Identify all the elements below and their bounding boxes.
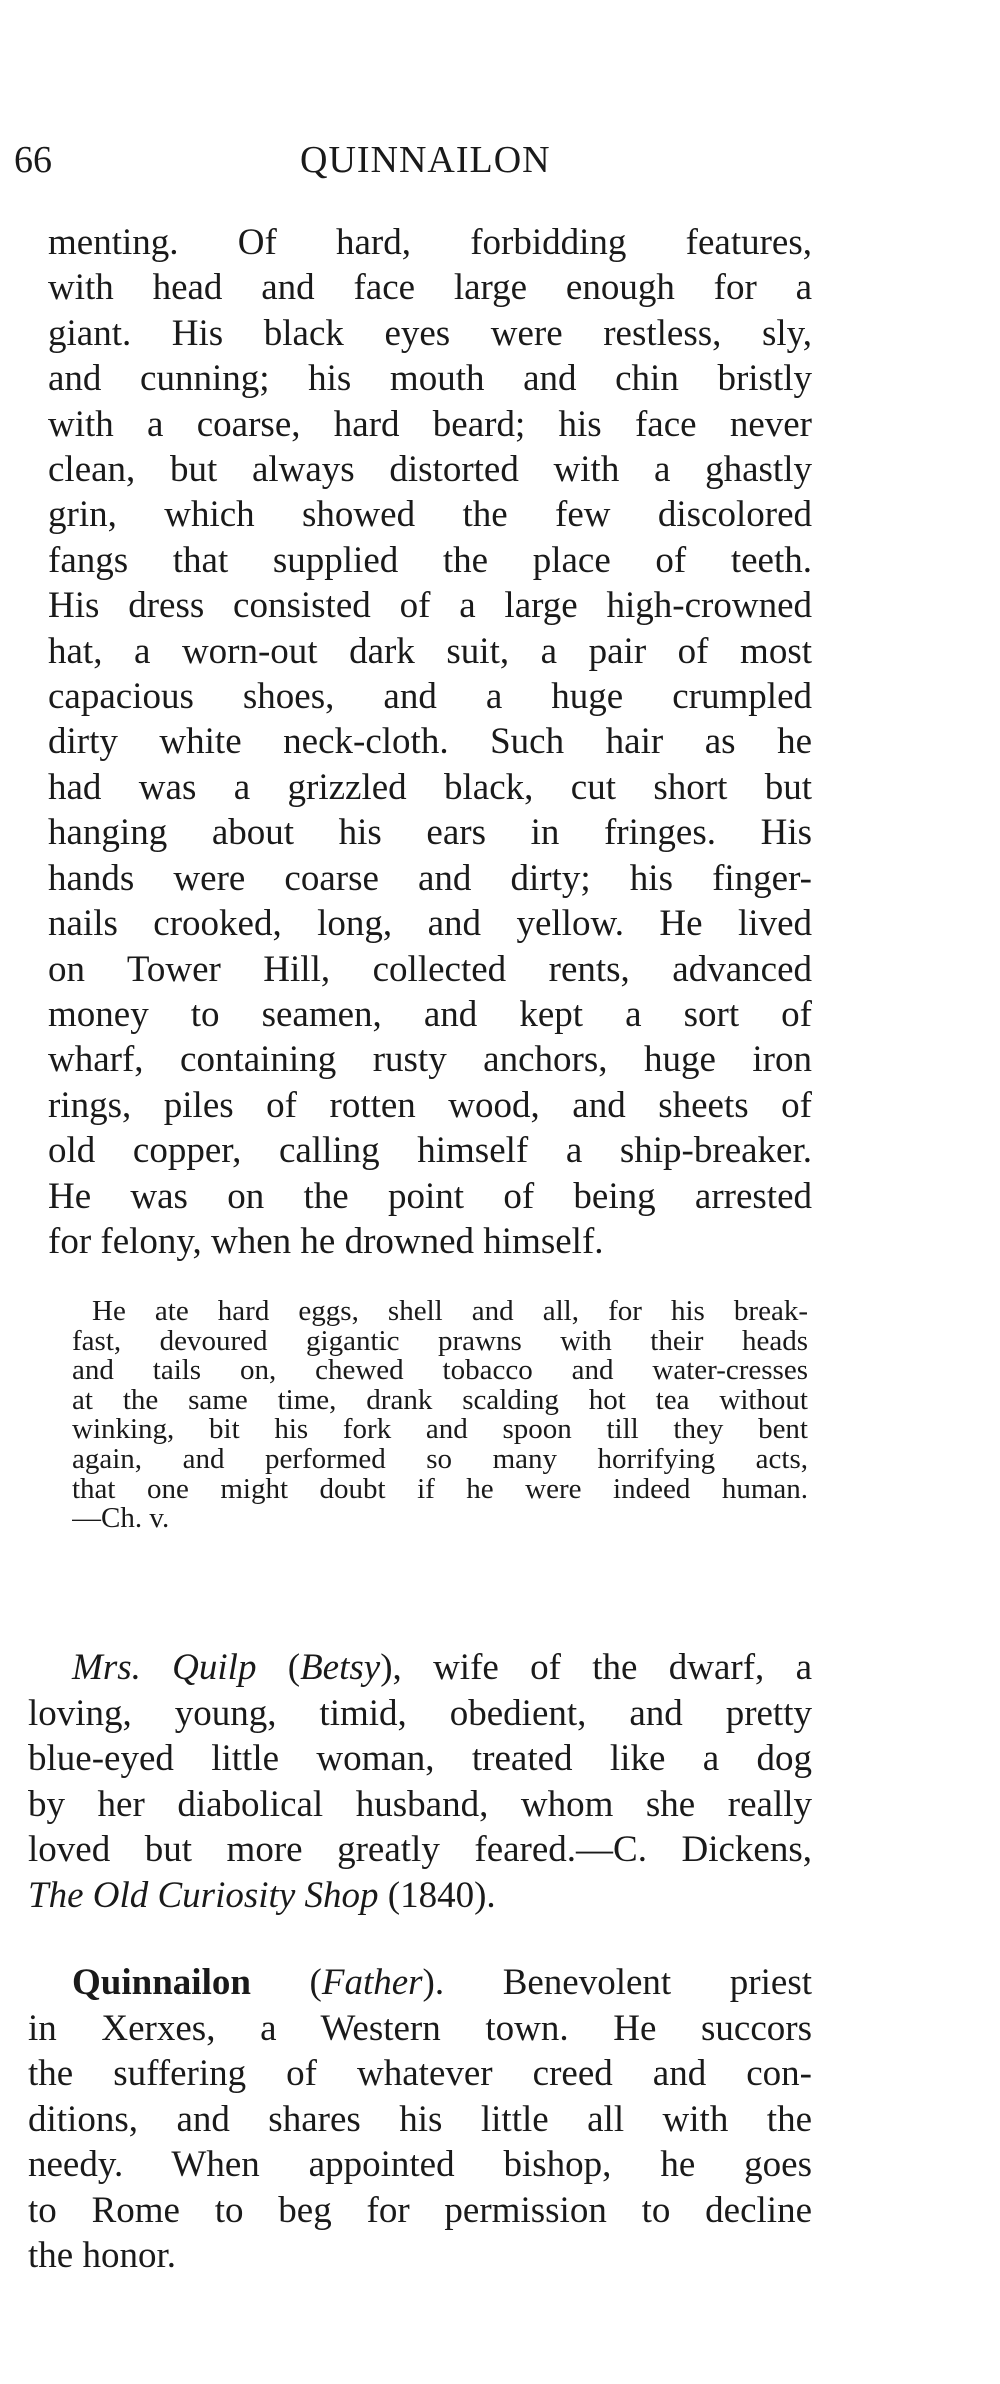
block-quote [72,1297,808,1534]
text-line: in Xerxes, a Western town. He succors [28,2007,812,2049]
text-line: on Tower Hill, collected rents, advanced [48,948,812,990]
text-line: wharf, containing rusty anchors, huge iron [48,1039,812,1081]
quote-line: winking, bit his fork and spoon till they bent [72,1415,808,1445]
entry-alias: Betsy [300,1647,381,1688]
text-line: for felony, when he drowned himself. [48,1220,604,1262]
text-line: His dress consisted of a large high-crowned [48,585,812,627]
text-line: grin, which showed the few discolored [48,494,812,536]
running-head [14,138,814,182]
text-line: menting. Of hard, forbidding features, [48,222,812,263]
source-line [28,1873,812,1919]
entry-title: Father [321,1962,423,2003]
text-line: had was a grizzled black, cut short but [48,766,812,808]
entry-headword: Quinnailon [72,1962,251,2003]
entry-text: ). Benevolent priest [422,1962,812,2003]
entry-mrs-quilp [28,1645,812,1918]
quote-line: at the same time, drank scalding hot tea without [72,1385,808,1416]
text-line: dirty white neck-cloth. Such hair as he [48,721,812,763]
entry-headword: Mrs. Quilp [72,1647,257,1688]
text-line: rings, piles of rotten wood, and sheets of [48,1084,812,1126]
text-line: giant. His black eyes were restless, sly, [48,312,812,354]
text-line: the honor. [28,2235,176,2276]
text-line: with head and face large enough for a [48,267,812,309]
text-line: loved but more greatly feared.—C. Dickens, [28,1829,812,1870]
text-line: the suffering of whatever creed and con- [28,2053,812,2094]
text-line: He was on the point of being arrested [48,1175,812,1217]
entry-first-line: Quinnailon (Father). Benevolent priest [72,1962,812,2003]
text-line: by her diabolical husband, whom she really [28,1783,812,1825]
text-line: capacious shoes, and a huge crumpled [48,676,812,718]
page-number: 66 [14,139,52,181]
text-line: ditions, and shares his little all with the [28,2098,812,2140]
quote-line: again, and performed so many horrifying acts, [72,1444,808,1475]
running-title: QUINNAILON [300,139,551,181]
entry-quinnailon [28,1960,812,2279]
entry-first-line: Mrs. Quilp (Betsy), wife of the dwarf, a [72,1647,812,1688]
quote-line: fast, devoured gigantic prawns with their heads [72,1326,808,1357]
text-line: loving, young, timid, obedient, and pretty [28,1692,812,1734]
text-line: money to seamen, and kept a sort of [48,993,812,1035]
text-line: and cunning; his mouth and chin bristly [48,358,812,400]
text-line: fangs that supplied the place of teeth. [48,539,812,581]
text-line: to Rome to beg for permission to decline [28,2189,812,2231]
quote-line: He ate hard eggs, shell and all, for his break- [92,1297,808,1327]
text-line: hands were coarse and dirty; his finger- [48,857,812,899]
source-year: (1840). [387,1874,496,1916]
text-line: old copper, calling himself a ship-breaker. [48,1130,812,1172]
text-line: hanging about his ears in fringes. His [48,812,812,854]
text-line: needy. When appointed bishop, he goes [28,2144,812,2185]
source-title: The Old Curiosity Shop [28,1874,379,1916]
entry-text: ), wife of the dwarf, a [380,1647,812,1688]
quote-line: that one might doubt if he were indeed human. [72,1474,808,1505]
text-line: hat, a worn-out dark suit, a pair of most [48,630,812,672]
quote-citation: —Ch. v. [72,1504,170,1534]
text-line: blue-eyed little woman, treated like a dog [28,1738,812,1779]
text-line: nails crooked, long, and yellow. He lived [48,903,812,945]
quote-line: and tails on, chewed tobacco and water-cresses [72,1356,808,1386]
text-line: with a coarse, hard beard; his face never [48,403,812,445]
text-line: clean, but always distorted with a ghastly [48,449,812,491]
main-paragraph [48,220,812,1264]
